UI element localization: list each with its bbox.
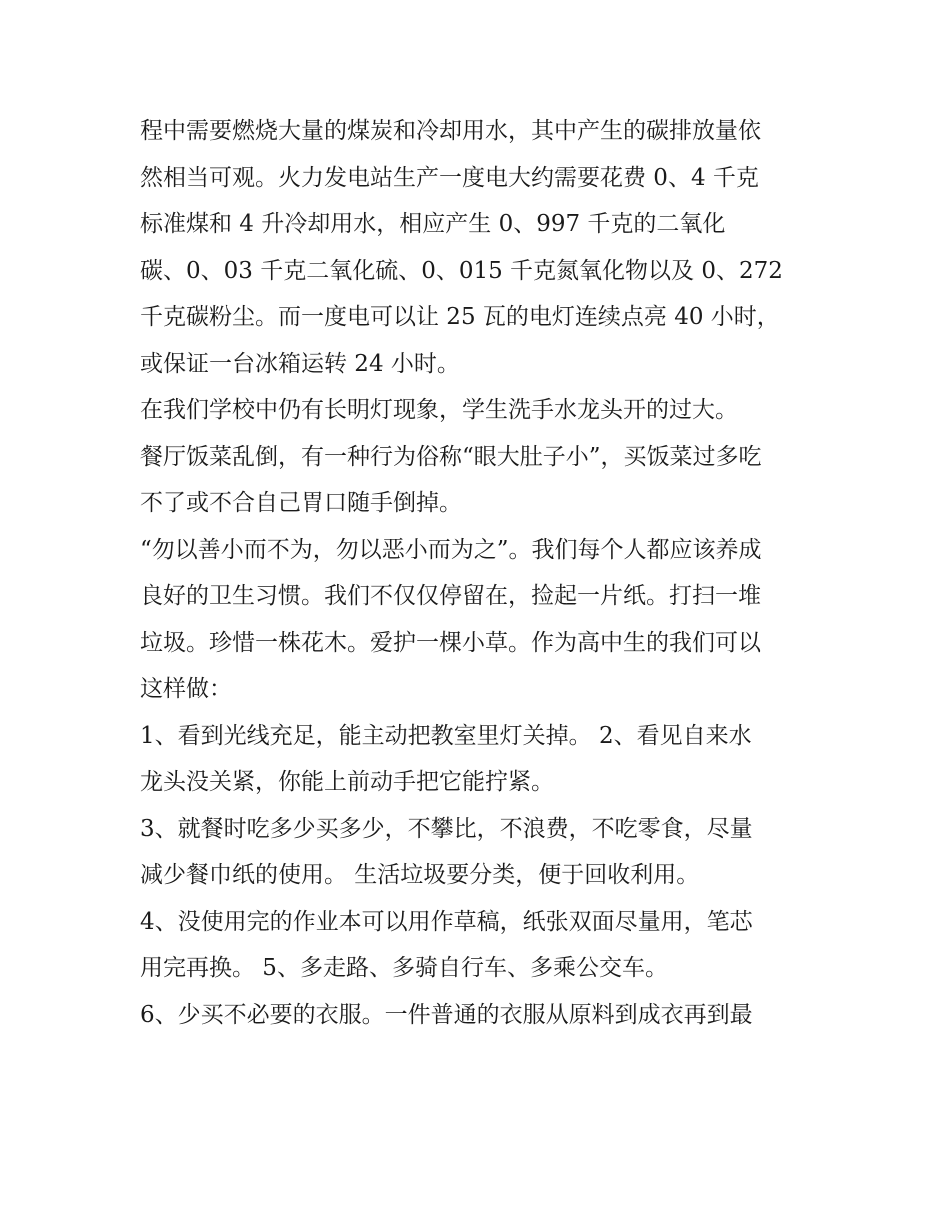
text-line: 程中需要燃烧大量的煤炭和冷却用水，其中产生的碳排放量依 (140, 118, 761, 144)
body-text (140, 108, 820, 1038)
text-line: 3、就餐时吃多少买多少，不攀比，不浪费，不吃零食，尽量 (140, 815, 753, 842)
text-line: 在我们学校中仍有长明灯现象，学生洗手水龙头开的过大。 (140, 397, 738, 423)
text-line: 减少餐巾纸的使用。 生活垃圾要分类，便于回收利用。 (140, 862, 700, 888)
text-line: 4、没使用完的作业本可以用作草稿，纸张双面尽量用，笔芯 (140, 908, 753, 935)
text-line: 这样做： (140, 676, 232, 702)
text-line: 标准煤和 4 升冷却用水，相应产生 0、997 千克的二氧化 (140, 211, 726, 237)
text-line: 龙头没关紧，你能上前动手把它能拧紧。 (140, 769, 554, 795)
text-line: 或保证一台冰箱运转 24 小时。 (140, 350, 460, 377)
text-line: 然相当可观。火力发电站生产一度电大约需要花费 0、4 千克 (140, 164, 759, 191)
text-line: 餐厅饭菜乱倒，有一种行为俗称“眼大肚子小”，买饭菜过多吃 (140, 443, 762, 470)
text-line: 用完再换。 5、多走路、多骑自行车、多乘公交车。 (140, 955, 668, 981)
text-line: “勿以善小而不为，勿以恶小而为之”。我们每个人都应该养成 (140, 536, 762, 563)
text-line: 不了或不合自己胃口随手倒掉。 (140, 490, 462, 516)
text-line: 碳、0、03 千克二氧化硫、0、015 千克氮氧化物以及 0、272 (140, 257, 783, 284)
text-line: 千克碳粉尘。而一度电可以让 25 瓦的电灯连续点亮 40 小时， (140, 304, 780, 330)
text-line: 良好的卫生习惯。我们不仅仅停留在，捡起一片纸。打扫一堆 (140, 583, 761, 609)
text-line: 垃圾。珍惜一株花木。爱护一棵小草。作为高中生的我们可以 (140, 629, 761, 656)
text-line: 1、看到光线充足，能主动把教室里灯关掉。 2、看见自来水 (140, 722, 752, 749)
text-line: 6、少买不必要的衣服。一件普通的衣服从原料到成衣再到最 (140, 1001, 753, 1028)
